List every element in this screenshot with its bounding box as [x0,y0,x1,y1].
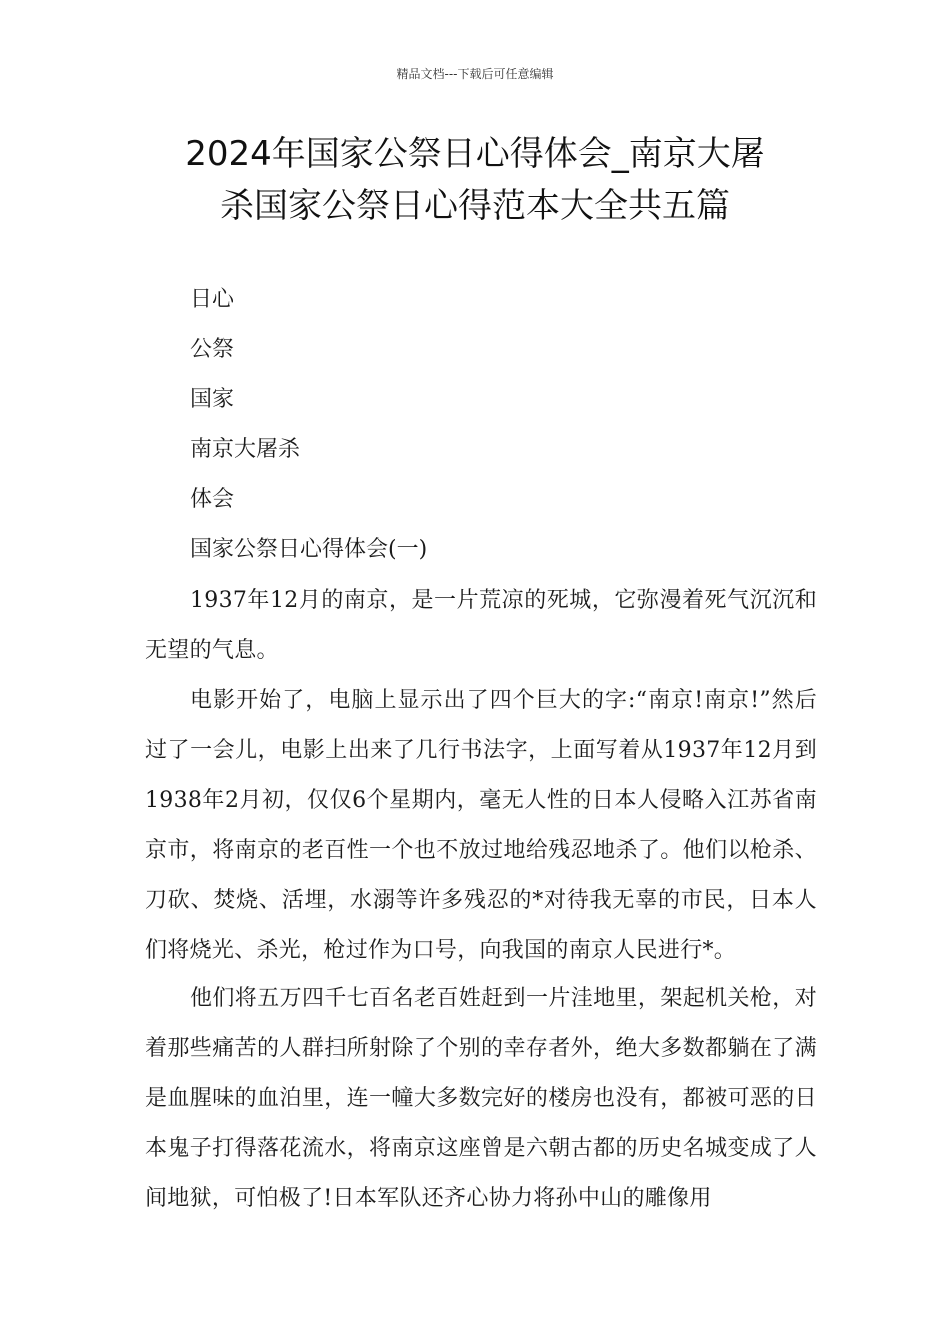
paragraph: 电影开始了，电脑上显示出了四个巨大的字:“南京!南京!”然后过了一会儿，电影上出来了几行书法字，上面写着从1937年12月到1938年2月初，仅仅6个星期内，毫无人性的日本人侵略入江苏省南京市，将南京的老百性一个也不放过地给残忍地杀了。他们以枪杀、刀砍、焚烧、活埋，水溺等许多残忍的*对待我无辜的市民，日本人们将烧光、杀光，枪过作为口号，向我国的南京人民进行*。 [145,688,817,963]
title-line-1: 2024年国家公祭日心得体会_南京大屠 [185,134,765,174]
keyword-item: 南京大屠杀 [190,437,301,462]
page-title [100,128,850,232]
keyword-item: 体会 [190,487,235,512]
keyword-item: 国家 [190,387,235,412]
header-note: 精品文档---下载后可任意编辑 [396,67,554,81]
title-line-2: 杀国家公祭日心得范本大全共五篇 [220,186,730,226]
section-heading: 国家公祭日心得体会(一) [190,537,428,562]
paragraph: 1937年12月的南京，是一片荒凉的死城，它弥漫着死气沉沉和无望的气息。 [145,588,817,663]
keyword-item: 公祭 [190,337,235,362]
paragraph: 他们将五万四千七百名老百姓赶到一片洼地里，架起机关枪，对着那些痛苦的人群扫所射除了个别的幸存者外，绝大多数都躺在了满是血腥味的血泊里，连一幢大多数完好的楼房也没有，都被可恶的日本鬼子打得落花流水，将南京这座曾是六朝古都的历史名城变成了人间地狱，可怕极了!日本军队还齐心协力将孙中山的雕像用 [145,986,817,1211]
keyword-item: 日心 [190,287,235,312]
